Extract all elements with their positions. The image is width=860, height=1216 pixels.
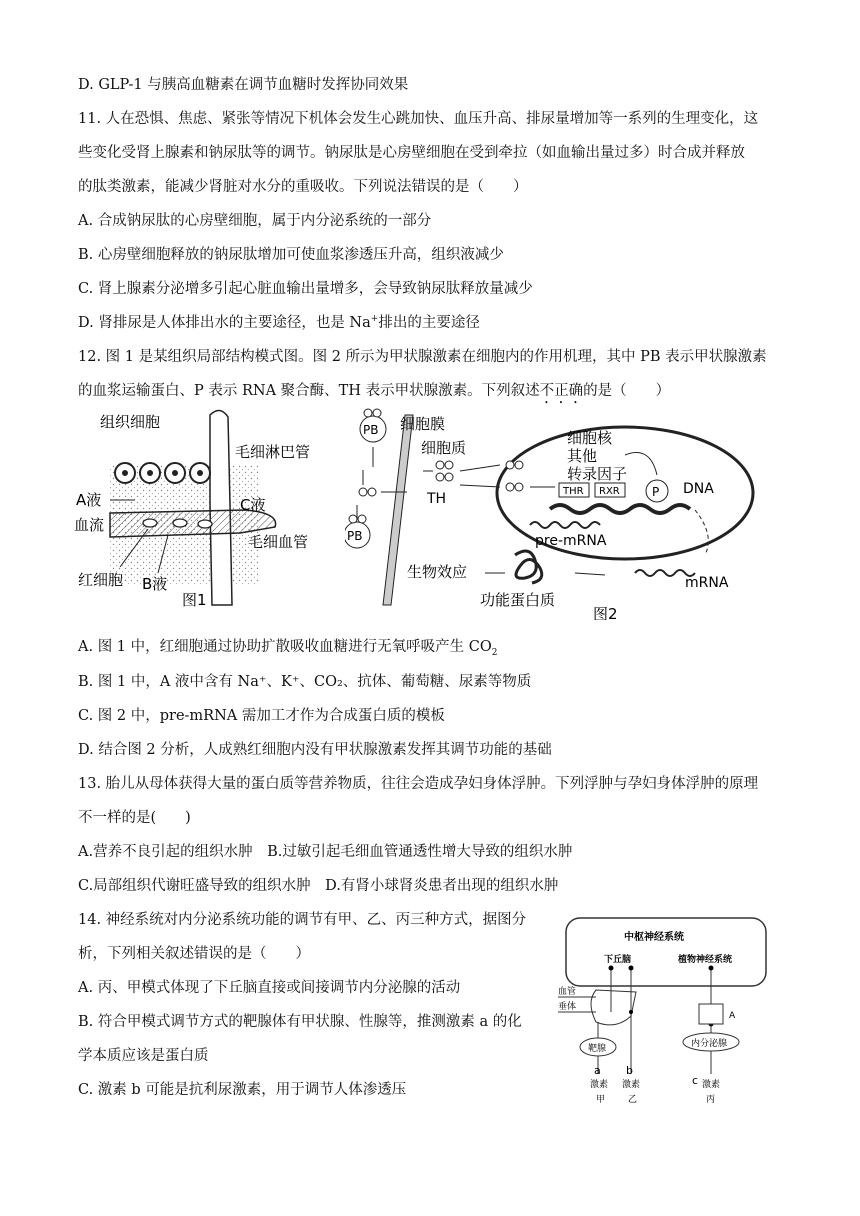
fig3-label-bing: 丙 (706, 1095, 716, 1105)
q14-option-a: A. 丙、甲模式体现了下丘脑直接或间接调节内分泌腺的活动 (78, 980, 461, 996)
q12-option-c: C. 图 2 中，pre-mRNA 需加工才作为合成蛋白质的模板 (78, 708, 445, 724)
q13-options-ab: A.营养不良引起的组织水肿 B.过敏引起毛细血管通透性增大导致的组织水肿 (78, 844, 573, 860)
red-blood-cells (143, 519, 212, 528)
fig1-label-tissue-cell: 组织细胞 (100, 413, 161, 431)
fig3-label-target: 靶腺 (588, 1044, 607, 1054)
fig2-label-dna: DNA (683, 481, 714, 497)
fig2-label-other: 其他 (567, 447, 598, 465)
dna-strand (550, 505, 690, 513)
q13-stem-line1: 13. 胎儿从母体获得大量的蛋白质等营养物质，往往会造成孕妇身体浮肿。下列浮肿与孕妇身体浮肿的原理 (78, 776, 759, 792)
fig1-label-c: C液 (240, 496, 266, 514)
fig3-label-yi: 乙 (628, 1095, 638, 1105)
q11-option-a: A. 合成钠尿肽的心房壁细胞，属于内分泌系统的一部分 (78, 213, 432, 229)
q12-option-a: A. 图 1 中，红细胞通过协助扩散吸收血糖进行无氧呼吸产生 $CO_2$ (78, 639, 498, 658)
fig3-label-ans: 植物神经系统 (678, 955, 733, 965)
fig3-label-jia: 甲 (596, 1095, 606, 1105)
fig2-label-rxr: RXR (599, 486, 620, 497)
fig3-label-hypo: 下丘脑 (604, 955, 632, 965)
fig1-label-a: A液 (76, 491, 102, 509)
q13-options-cd: C.局部组织代谢旺盛导致的组织水肿 D.有肾小球肾炎患者出现的组织水肿 (78, 878, 559, 894)
fig2-label-p: P (652, 485, 660, 499)
svg-text:PB: PB (363, 423, 379, 437)
q11-stem-line3: 的肽类激素，能减少肾脏对水分的重吸收。下列说法错误的是（ ） (78, 179, 528, 195)
pb-top (360, 416, 386, 442)
fig3-label-a: a (594, 1064, 601, 1077)
q12-option-d: D. 结合图 2 分析，人成熟红细胞内没有甲状腺激素发挥其调节功能的基础 (78, 742, 552, 758)
fig1-label-capillary: 毛细血管 (248, 533, 309, 551)
q11-option-b: B. 心房壁细胞释放的钠尿肽增加可使血浆渗透压升高，组织液减少 (78, 247, 504, 263)
fig3-label-vessel: 血管 (558, 987, 577, 997)
q11-option-d: D. 肾排尿是人体排出水的主要途径，也是 Na+排出的主要途径 (78, 314, 480, 331)
protein-shape (515, 551, 542, 583)
fig3-hormone-jia: 激素 (590, 1080, 609, 1090)
fig2-label-mrna: mRNA (685, 575, 729, 591)
q12-option-b: B. 图 1 中，A 液中含有 Na⁺、K⁺、CO₂、抗体、葡萄糖、尿素等物质 (78, 674, 532, 690)
fig3-hormone-yi: 激素 (622, 1080, 641, 1090)
fig2-label-effect: 生物效应 (407, 563, 468, 581)
fig3-label-b: b (626, 1064, 633, 1077)
fig1-label-blood-flow: 血流 (74, 516, 105, 534)
synapse-box (699, 1004, 723, 1024)
q12-stem-line1: 12. 图 1 是某组织局部结构模式图。图 2 所示为甲状腺激素在细胞内的作用机理，其中 PB 表示甲状腺激素 (78, 349, 767, 365)
pb-bottom (345, 522, 370, 548)
q14-stem-line2: 析，下列相关叙述错误的是（ ） (78, 946, 310, 962)
q14-option-b-line2: 学本质应该是蛋白质 (78, 1048, 209, 1064)
svg-text:PB: PB (347, 529, 363, 543)
q13-stem-line2: 不一样的是( ) (78, 810, 191, 826)
fig2-label-thr: THR (563, 486, 584, 497)
fig2-label-nucleus: 细胞核 (567, 429, 613, 447)
q11-option-c: C. 肾上腺素分泌增多引起心脏血输出量增多，会导致钠尿肽释放量减少 (78, 281, 533, 297)
fig2-label-th: TH (427, 491, 447, 507)
fig3-label-endo: 内分泌腺 (691, 1039, 728, 1049)
fig3-label-a-node: A (729, 1011, 736, 1021)
fig2-label-premrna: pre-mRNA (535, 533, 607, 549)
fig3-label-pit: 垂体 (558, 1002, 577, 1012)
q14-stem-line1: 14. 神经系统对内分泌系统功能的调节有甲、乙、丙三种方式，据图分 (78, 912, 527, 928)
lymph-capillary (210, 410, 232, 605)
fig1-label-lymph: 毛细淋巴管 (235, 443, 311, 461)
fig2-caption: 图2 (593, 605, 618, 620)
fig2-label-factor: 转录因子 (567, 465, 628, 483)
q14-option-c: C. 激素 b 可能是抗利尿激素，用于调节人体渗透压 (78, 1082, 407, 1098)
fig1-label-b: B液 (142, 575, 168, 593)
q14-option-b-line1: B. 符合甲模式调节方式的靶腺体有甲状腺、性腺等，推测激素 a 的化 (78, 1014, 522, 1030)
fig2-label-cytoplasm: 细胞质 (421, 439, 467, 457)
figure-2-thyroid-mechanism (345, 405, 765, 620)
fig2-label-protein: 功能蛋白质 (480, 591, 556, 609)
q11-stem-line2: 些变化受肾上腺素和钠尿肽等的调节。钠尿肽是心房壁细胞在受到牵拉（如血输出量过多）时合成并释放 (78, 145, 745, 161)
fig3-label-c: c (692, 1074, 699, 1087)
q12-stem-line2: 的血浆运输蛋白、P 表示 RNA 聚合酶、TH 表示甲状腺激素。下列叙述不正确的是（ ） (78, 383, 671, 399)
fig2-label-membrane: 细胞膜 (400, 415, 446, 433)
fig1-caption: 图1 (182, 591, 207, 609)
q11-stem-line1: 11. 人在恐惧、焦虑、紧张等情况下机体会发生心跳加快、血压升高、排尿量增加等一系列的生理变化，这 (78, 111, 759, 127)
figure-3-regulation-diagram (556, 912, 776, 1112)
pre-mrna-strand (530, 522, 600, 528)
fig3-hormone-bing: 激素 (702, 1080, 721, 1090)
fig1-label-rbc: 红细胞 (78, 571, 124, 589)
cns-box (566, 918, 766, 986)
q10-option-d: D. GLP-1 与胰高血糖素在调节血糖时发挥协同效果 (78, 77, 409, 93)
fig3-label-cns: 中枢神经系统 (624, 932, 684, 943)
figure-1-tissue-diagram (70, 405, 340, 620)
